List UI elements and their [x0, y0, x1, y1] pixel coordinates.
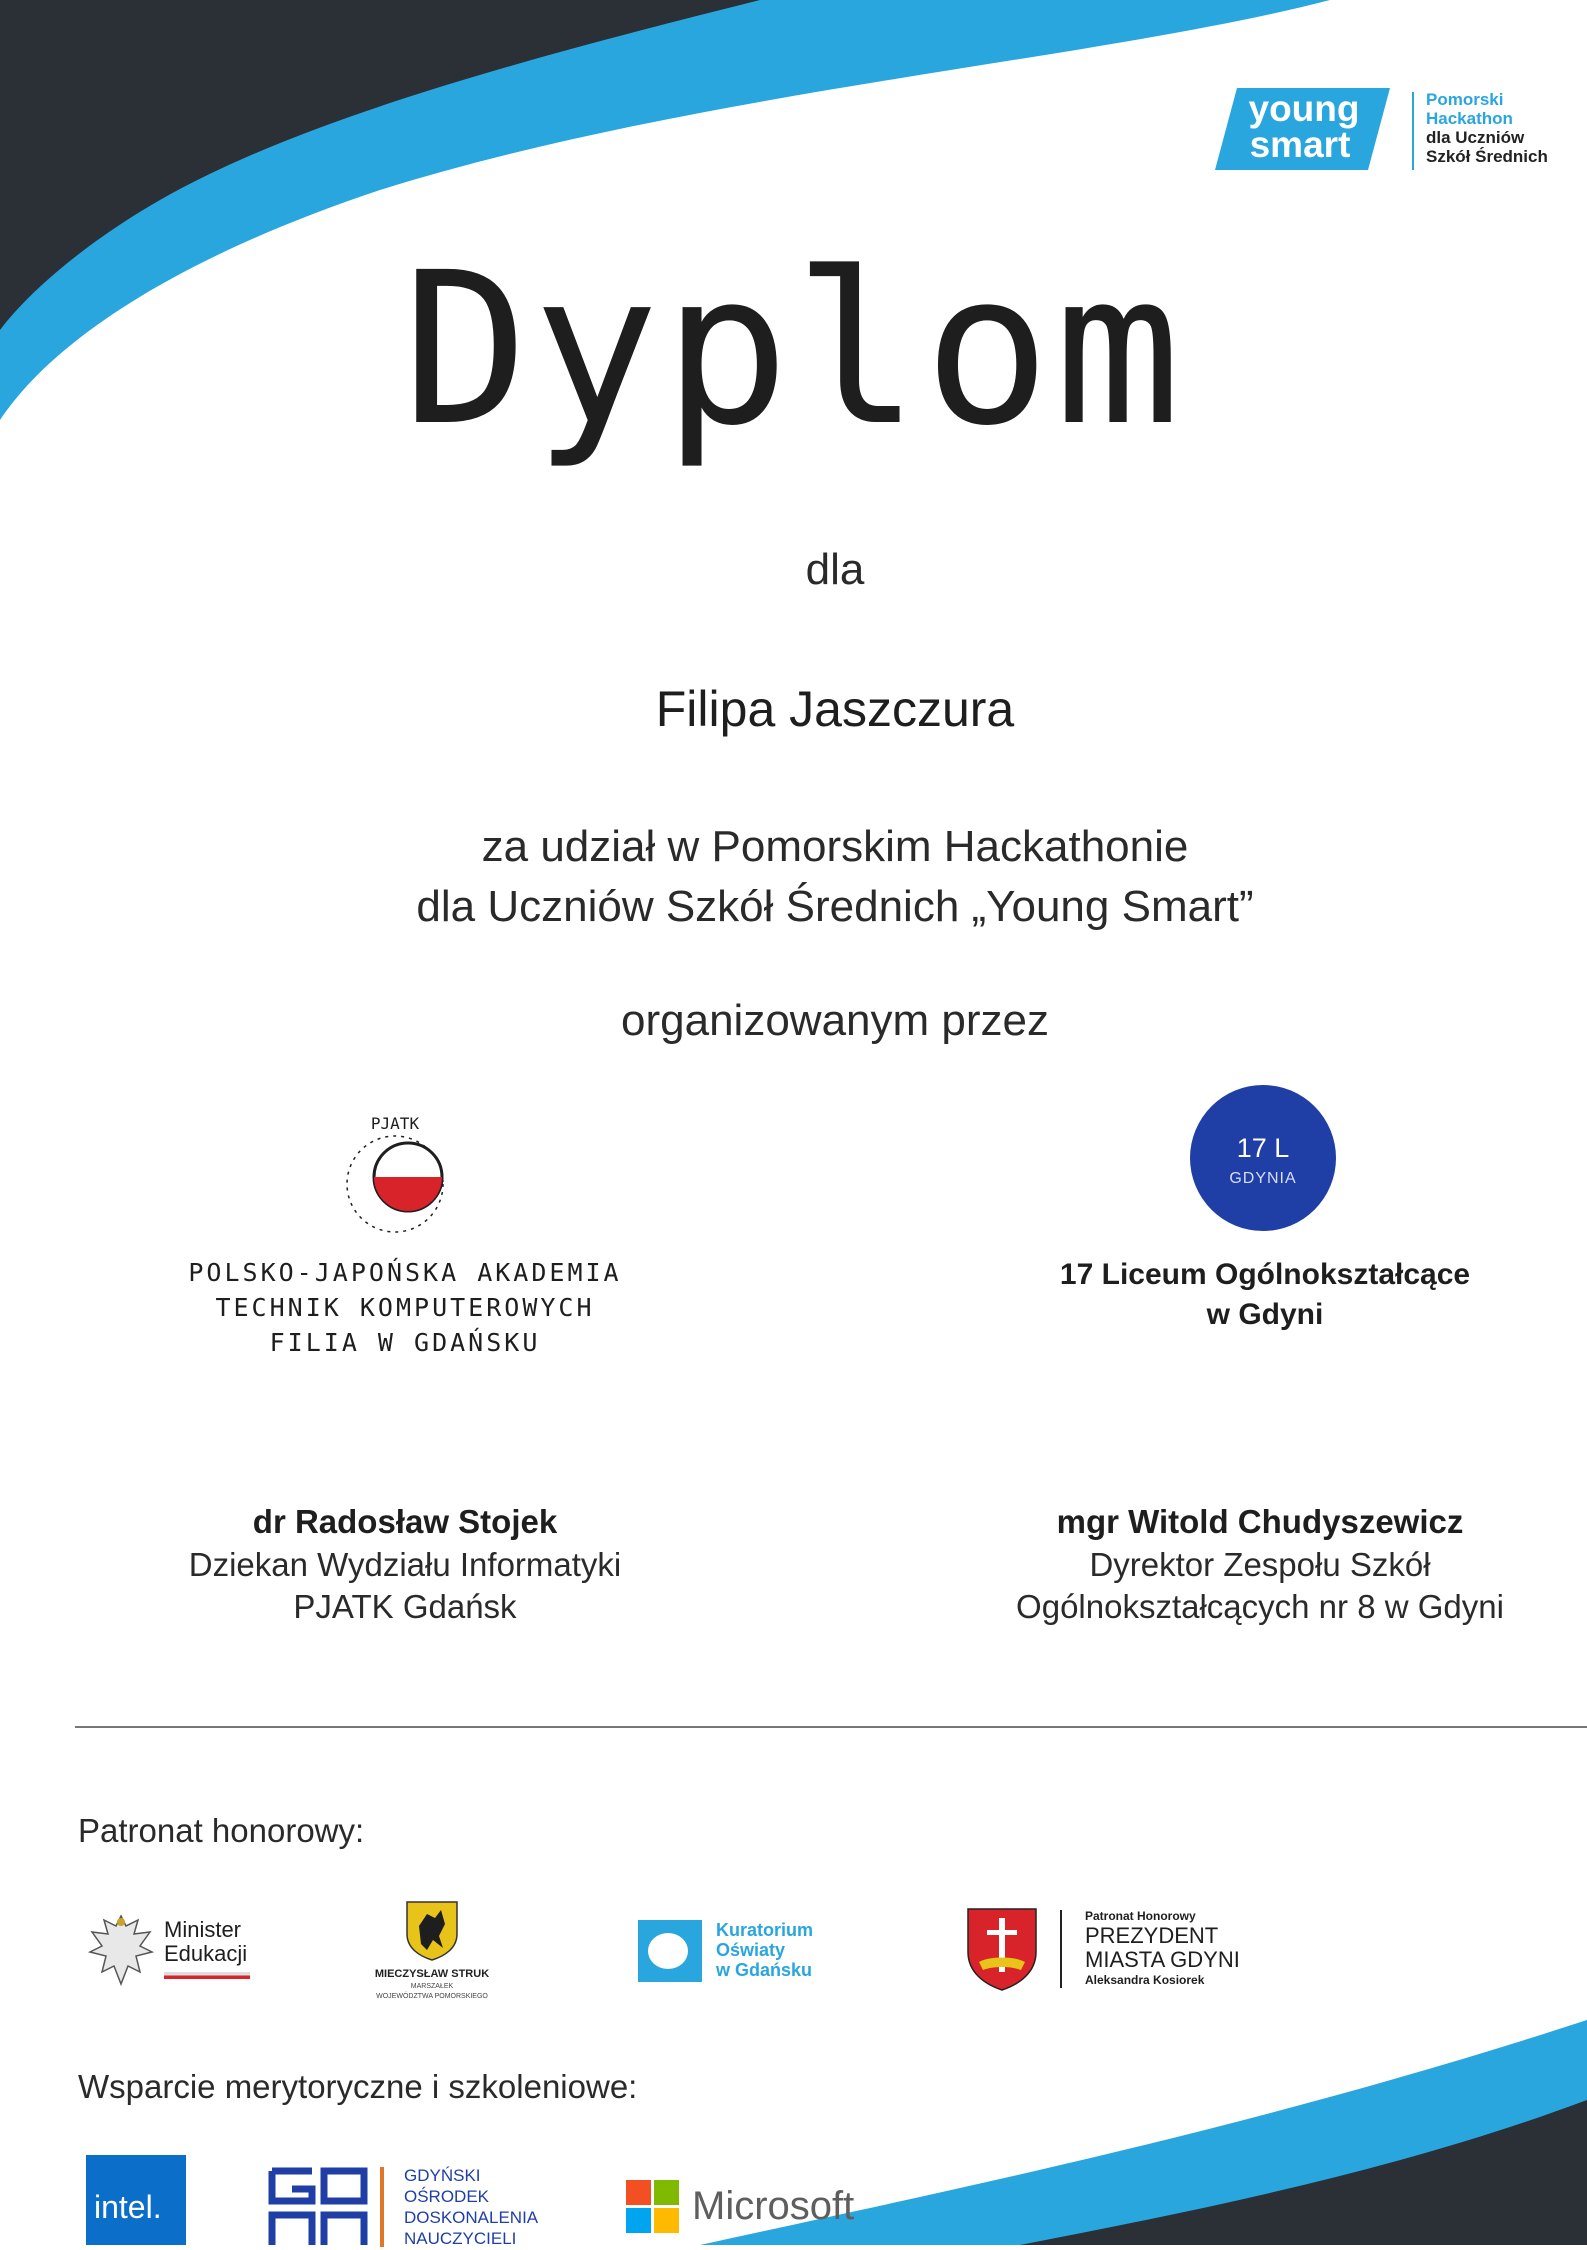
signature-right	[980, 1500, 1540, 1628]
kuratorium-text	[716, 1920, 813, 1980]
intel-wordmark: intel.	[94, 2189, 162, 2225]
event-line-2: Hackathon	[1426, 109, 1513, 128]
body-line-1: za udział w Pomorskim Hackathonie	[481, 822, 1189, 871]
signatory-role-line-2: Ogólnokształcących nr 8 w Gdyni	[1016, 1588, 1504, 1625]
microsoft-windows-icon	[626, 2180, 680, 2234]
body-line-2: dla Uczniów Szkół Średnich „Young Smart”	[416, 882, 1254, 931]
godn-line-4: NAUCZYCIELI	[404, 2229, 517, 2248]
minister-logo	[86, 1910, 266, 1990]
signatory-role-line-2: PJATK Gdańsk	[293, 1588, 517, 1625]
lo17-badge-city: GDYNIA	[1229, 1170, 1297, 1187]
gdynia-line-1: Patronat Honorowy	[1085, 1909, 1196, 1923]
godn-line-3: DOSKONALENIA	[404, 2208, 539, 2227]
gdynia-coat-of-arms-icon	[965, 1906, 1039, 1992]
minister-line-2: Edukacji	[164, 1941, 248, 1966]
minister-flag-bar	[164, 1972, 250, 1979]
lo17-line-1: 17 Liceum Ogólnokształcące	[1059, 1258, 1471, 1291]
pjatk-line-3: FILIA W GDAŃSKU	[269, 1328, 541, 1357]
logo-word-smart: smart	[1249, 124, 1351, 165]
lo17-line-2: w Gdyni	[1206, 1298, 1324, 1331]
microsoft-logo	[626, 2180, 886, 2240]
diploma-title: Dyplom	[402, 227, 1185, 472]
signatory-name: mgr Witold Chudyszewicz	[1056, 1503, 1464, 1540]
lo17-name	[1010, 1255, 1520, 1335]
signatory-role-line-1: Dziekan Wydziału Informatyki	[188, 1546, 622, 1583]
godn-line-1: GDYŃSKI	[404, 2166, 481, 2185]
section-divider	[75, 1726, 1587, 1728]
marshal-name: MIECZYSŁAW STRUK	[374, 1968, 490, 1980]
lo17-badge	[1190, 1085, 1336, 1231]
for-label: dla	[805, 545, 865, 594]
gdynia-line-2: PREZYDENT	[1085, 1923, 1219, 1948]
recipient-name: Filipa Jaszczura	[655, 681, 1015, 737]
signatory-name: dr Radosław Stojek	[252, 1503, 558, 1540]
gdynia-divider	[1060, 1910, 1062, 1988]
intel-logo	[86, 2155, 186, 2245]
kuratorium-emblem-icon	[632, 1916, 708, 1986]
marshal-title-line-2: WOJEWÓDZTWA POMORSKIEGO	[376, 1993, 488, 2000]
godn-line-2: OŚRODEK	[404, 2187, 490, 2206]
pjatk-line-2: TECHNIK KOMPUTEROWYCH	[215, 1293, 595, 1322]
kuratorium-line-1: Kuratorium	[716, 1920, 814, 1940]
gdynia-line-4: Aleksandra Kosiorek	[1085, 1973, 1205, 1987]
kuratorium-line-2: Oświaty	[716, 1940, 786, 1960]
godn-accent-bar	[380, 2167, 384, 2247]
microsoft-wordmark: Microsoft	[692, 2184, 855, 2228]
event-line-4: Szkół Średnich	[1426, 147, 1548, 166]
minister-line-1: Minister	[164, 1917, 242, 1942]
young-smart-logo	[1215, 88, 1390, 170]
event-line-3: dla Uczniów	[1426, 128, 1525, 147]
pjatk-seal	[325, 1112, 465, 1252]
pjatk-seal-icon	[325, 1112, 465, 1252]
gdynia-president-logo	[965, 1906, 1265, 1996]
logo-divider	[1412, 92, 1414, 170]
kuratorium-logo	[632, 1916, 842, 1986]
event-line-1: Pomorski	[1426, 90, 1504, 109]
gdynia-text	[1085, 1908, 1240, 1988]
marshal-title-line-1: MARSZAŁEK	[410, 1983, 454, 1990]
eagle-emblem-icon	[86, 1910, 156, 1990]
kuratorium-line-3: w Gdańsku	[716, 1960, 813, 1980]
pjatk-line-1: POLSKO-JAPOŃSKA AKADEMIA	[188, 1258, 622, 1287]
patronage-label: Patronat honorowy:	[78, 1812, 365, 1849]
pjatk-seal-text: PJATK	[370, 1114, 420, 1133]
organized-by-label: organizowanym przez	[621, 996, 1049, 1045]
support-label: Wsparcie merytoryczne i szkoleniowe:	[78, 2068, 638, 2105]
signatory-role-line-1: Dyrektor Zespołu Szkół	[1089, 1546, 1431, 1583]
pomorskie-griffin-shield-icon	[405, 1900, 459, 1962]
event-name	[1426, 90, 1548, 166]
godn-logo	[268, 2165, 568, 2248]
godn-monogram-icon	[268, 2165, 368, 2245]
gdynia-line-3: MIASTA GDYNI	[1085, 1947, 1240, 1972]
logo-word-young: young	[1248, 88, 1360, 129]
pjatk-name	[110, 1255, 700, 1360]
lo17-badge-number: 17 L	[1236, 1133, 1290, 1163]
godn-text	[404, 2165, 538, 2249]
signature-left	[140, 1500, 670, 1628]
marshal-logo	[352, 1900, 512, 2010]
